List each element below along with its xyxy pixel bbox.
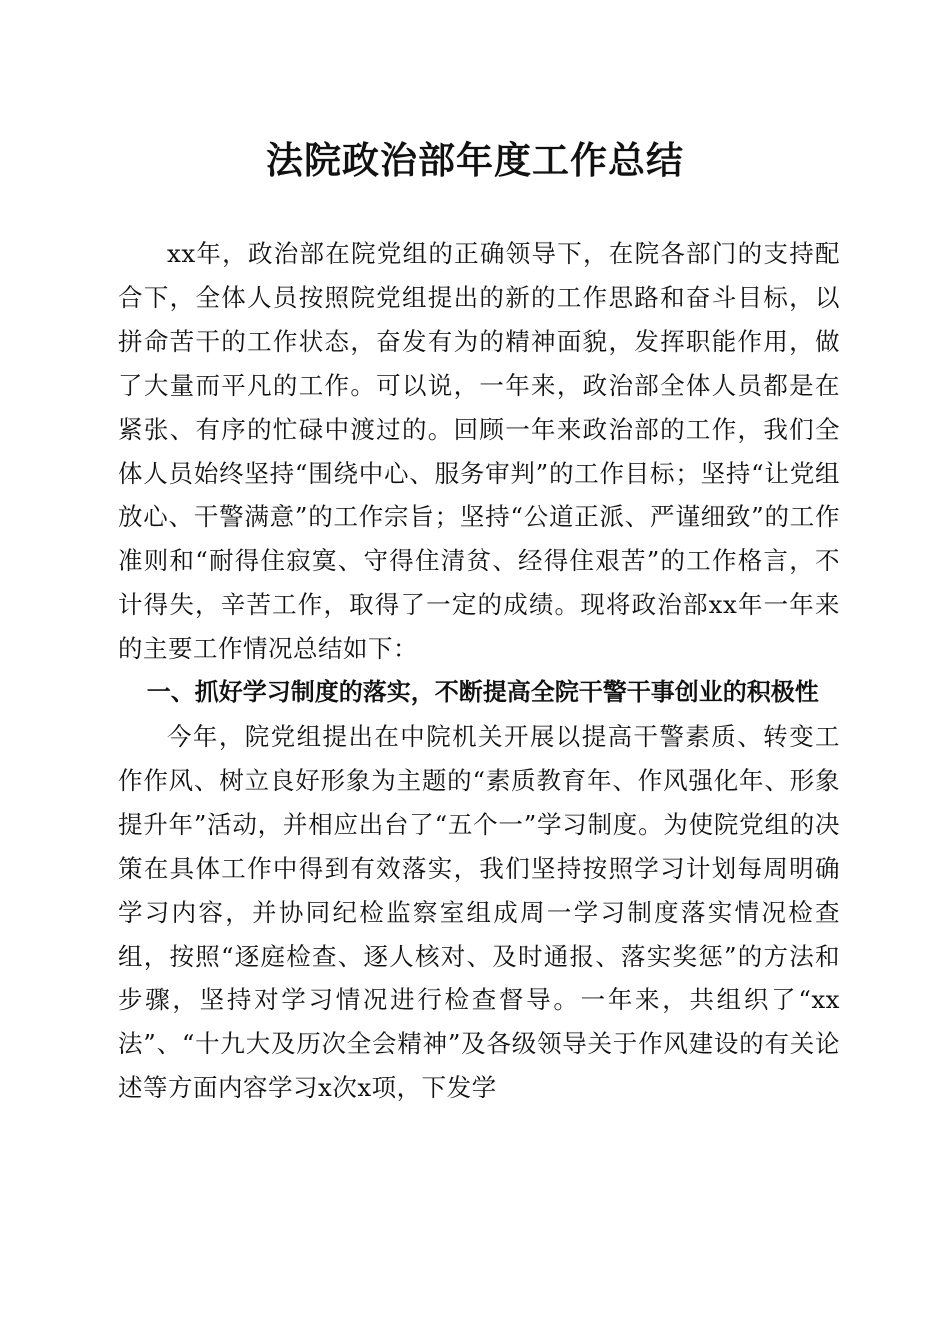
section-1-paragraph: 今年，院党组提出在中院机关开展以提高干警素质、转变工作作风、树立良好形象为主题的“素质教育年、作风强化年、形象提升年”活动，并相应出台了“五个一”学习制度。为使院党组的决策在具体工作中得到有效落实，我们坚持按照学习计划每周明确学习内容，并协同纪检监察室组成周一学习制度落实情况检查组，按照“逐庭检查、逐人核对、及时通报、落实奖惩”的方法和步骤，坚持对学习情况进行检查督导。一年来，共组织了“xx法”、“十九大及历次全会精神”及各级领导关于作风建设的有关论述等方面内容学习x次x项，下发学	[118, 721, 840, 1103]
document-title: 法院政治部年度工作总结	[266, 138, 684, 182]
section-heading-1: 一、抓好学习制度的落实，不断提高全院干警干事创业的积极性	[146, 678, 819, 707]
intro-paragraph: xx年，政治部在院党组的正确领导下，在院各部门的支持配合下，全体人员按照院党组提出的新的工作思路和奋斗目标，以拼命苦干的工作状态，奋发有为的精神面貌，发挥职能作用，做了大量而平凡的工作。可以说，一年来，政治部全体人员都是在紧张、有序的忙碌中渡过的。回顾一年来政治部的工作，我们全体人员始终坚持“围绕中心、服务审判”的工作目标；坚持“让党组放心、干警满意”的工作宗旨；坚持“公道正派、严谨细致”的工作准则和“耐得住寂寞、守得住清贫、经得住艰苦”的工作格言，不计得失，辛苦工作，取得了一定的成绩。现将政治部xx年一年来的主要工作情况总结如下：	[118, 239, 840, 664]
document-body	[118, 232, 840, 1110]
